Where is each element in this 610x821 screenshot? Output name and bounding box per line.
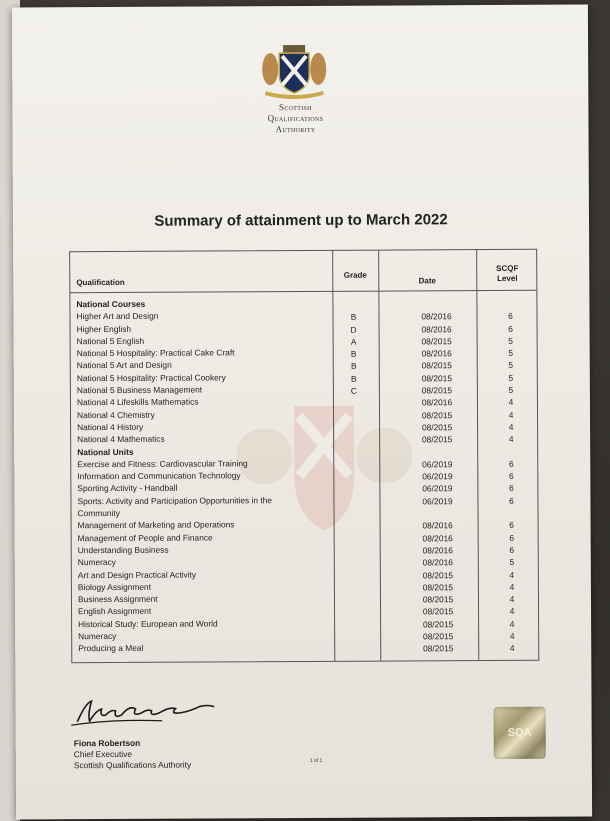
header-divider	[70, 290, 536, 293]
header-grade: Grade	[343, 270, 367, 280]
date-cell: 08/2016	[422, 520, 453, 531]
grade-cell: D	[350, 324, 357, 335]
date-cell: 08/2015	[421, 360, 452, 371]
certificate-page	[12, 4, 592, 819]
scqf-level-cell: 4	[509, 618, 515, 629]
qualification-cell: Higher English	[76, 323, 132, 334]
date-cell: 06/2019	[422, 495, 453, 507]
org-name	[212, 102, 378, 136]
date-cell: 08/2015	[421, 385, 453, 396]
date-cell: 08/2015	[422, 582, 454, 593]
grade-cell: B	[350, 312, 357, 323]
scqf-level-cell: 4	[508, 409, 514, 420]
qualification-cell: National Courses	[76, 298, 146, 310]
header-scqf-level	[476, 264, 538, 284]
scqf-level-cell: 6	[508, 458, 514, 469]
scqf-level-cell: 6	[509, 483, 514, 494]
page-number: 1 of 1	[309, 757, 323, 764]
scqf-level-cell: 6	[509, 520, 514, 531]
scqf-level-cell: 4	[508, 421, 514, 432]
scqf-level-cell: 5	[508, 360, 514, 371]
date-cell: 08/2016	[421, 311, 452, 322]
header-qualification: Qualification	[76, 277, 125, 288]
date-cell: 08/2015	[421, 336, 452, 347]
qualification-cell: National 4 Lifeskills Mathematics	[76, 396, 199, 408]
date-cell: 08/2015	[421, 434, 453, 445]
qualification-cell: Management of Marketing and Operations	[77, 519, 235, 531]
scqf-level-cell: 6	[509, 544, 515, 555]
scqf-level-cell: 4	[509, 643, 515, 654]
date-cell: 08/2016	[422, 545, 453, 556]
qualification-cell: Community	[77, 508, 120, 519]
org-name-line-3: Authority	[275, 123, 316, 135]
signatory-block	[74, 738, 191, 772]
date-cell: 08/2015	[421, 422, 453, 433]
qualification-cell: Sporting Activity - Handball	[77, 483, 178, 494]
grade-cell: A	[350, 336, 357, 347]
date-cell: 08/2015	[421, 372, 452, 384]
date-cell: 08/2016	[422, 557, 453, 568]
date-cell: 06/2019	[422, 483, 453, 494]
scqf-level-cell: 6	[508, 471, 514, 482]
date-cell: 08/2015	[422, 594, 454, 605]
qualification-cell: Higher Art and Design	[76, 311, 159, 322]
page-title: Summary of attainment up to March 2022	[154, 211, 448, 230]
date-cell: 08/2016	[421, 348, 452, 359]
qualification-cell: National Units	[77, 446, 134, 457]
signature-image	[67, 692, 247, 729]
grade-cell: B	[351, 373, 357, 384]
qualification-cell: National 4 Mathematics	[77, 433, 165, 445]
date-cell: 06/2019	[422, 471, 453, 482]
grade-cell: C	[350, 385, 357, 396]
qualification-cell: Numeracy	[78, 630, 117, 642]
qualification-cell: National 4 History	[77, 421, 144, 433]
scqf-level-cell: 4	[509, 606, 515, 617]
scqf-level-cell: 4	[508, 434, 514, 445]
qualification-cell: National 5 Hospitality: Practical Cookery	[76, 372, 226, 383]
scqf-level-cell: 6	[508, 323, 513, 334]
date-cell: 08/2016	[421, 397, 453, 408]
qualification-cell: Producing a Meal	[78, 643, 144, 654]
qualification-cell: National 5 Business Management	[76, 384, 203, 396]
header-scqf-level-line-2: Level	[497, 273, 518, 283]
date-cell: 08/2015	[423, 643, 454, 654]
date-cell: 08/2015	[422, 618, 454, 630]
qualification-cell: Business Assignment	[77, 593, 158, 605]
qualification-cell: National 5 English	[76, 335, 145, 347]
scqf-level-cell: 4	[508, 397, 514, 408]
grade-cell: B	[350, 361, 357, 372]
scqf-level-cell: 5	[508, 335, 513, 346]
org-name-line-2: Qualifications	[267, 112, 324, 124]
qualification-cell: Information and Communication Technology	[77, 470, 241, 482]
header-scqf-level-line-1: SCQF	[496, 263, 519, 273]
date-cell: 06/2019	[422, 459, 453, 470]
scqf-level-cell: 6	[509, 532, 515, 543]
qualification-cell: National 5 Hospitality: Practical Cake Craft	[76, 347, 235, 359]
qualification-cell: National 4 Chemistry	[76, 409, 155, 420]
org-name-line-1: Scottish	[279, 101, 312, 113]
table-body	[70, 297, 540, 656]
signatory-role: Chief Executive	[73, 748, 133, 760]
date-cell: 08/2016	[421, 323, 452, 334]
signatory-name: Fiona Robertson	[73, 737, 141, 749]
scqf-level-cell: 5	[508, 384, 514, 395]
qualification-cell: Biology Assignment	[77, 581, 152, 593]
qualification-cell: Understanding Business	[77, 544, 169, 556]
scqf-level-cell: 4	[509, 594, 515, 605]
scqf-level-cell: 4	[509, 569, 515, 580]
scqf-level-cell: 5	[508, 372, 514, 383]
scqf-level-cell: 4	[509, 630, 515, 641]
attainment-table	[69, 249, 539, 663]
date-cell: 08/2015	[421, 409, 453, 421]
scqf-level-cell: 6	[509, 495, 514, 506]
qualification-cell: National 5 Art and Design	[76, 360, 172, 371]
qualification-cell: Numeracy	[77, 557, 116, 568]
header-date: Date	[418, 276, 437, 286]
table-row	[72, 641, 540, 656]
scqf-level-cell: 6	[508, 311, 513, 322]
qualification-cell: Historical Study: European and World	[78, 618, 218, 629]
scqf-level-cell: 4	[509, 581, 515, 592]
qualification-cell: Exercise and Fitness: Cardiovascular Training	[77, 458, 248, 470]
qualification-cell: Management of People and Finance	[77, 532, 213, 543]
date-cell: 08/2015	[422, 569, 454, 580]
scqf-level-cell: 5	[509, 557, 515, 568]
date-cell: 08/2016	[422, 532, 453, 544]
date-cell: 08/2015	[423, 631, 454, 642]
qualification-cell: Art and Design Practical Activity	[77, 569, 197, 580]
qualification-cell: Sports: Activity and Participation Opportunities in the	[77, 494, 273, 506]
scqf-level-cell: 5	[508, 348, 514, 359]
grade-cell: B	[350, 348, 357, 359]
sqa-crest-icon	[259, 43, 329, 101]
date-cell: 08/2015	[422, 606, 454, 617]
signatory-org: Scottish Qualifications Authority	[73, 759, 192, 771]
qualification-cell: English Assignment	[78, 606, 152, 617]
hologram-seal: SQA	[494, 707, 546, 759]
